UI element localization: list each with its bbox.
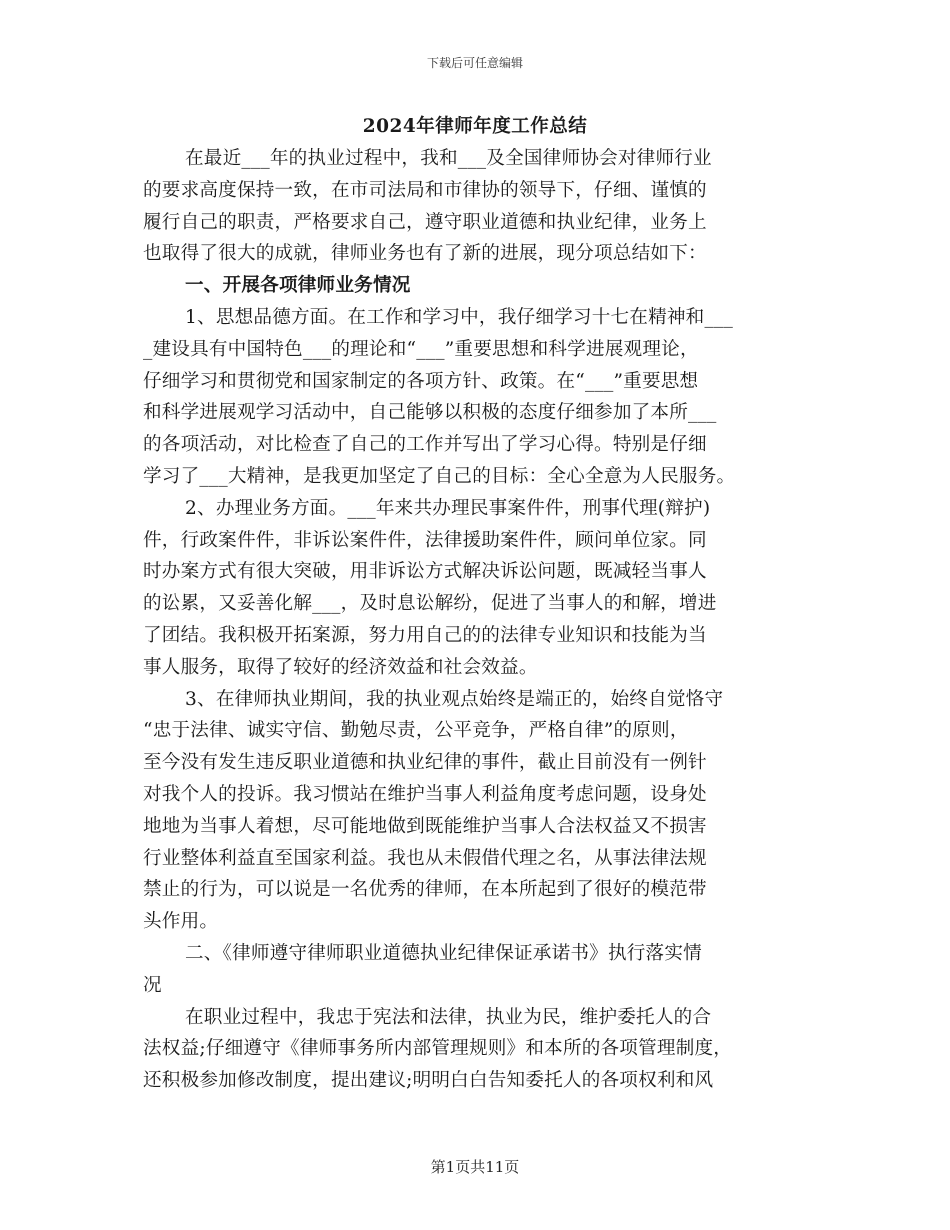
- text-line: 头作用。: [143, 911, 219, 933]
- text-line: 法权益;仔细遵守《律师事务所内部管理规则》和本所的各项管理制度，: [143, 1038, 733, 1060]
- text-line: 的讼累，又妥善化解___，及时息讼解纷，促进了当事人的和解，增进: [143, 593, 717, 615]
- text-line: 2、办理业务方面。___年来共办理民事案件件，刑事代理(辩护): [185, 497, 711, 519]
- text-line: 学习了___大精神，是我更加坚定了自己的目标：全心全意为人民服务。: [143, 465, 736, 487]
- document-title: 2024年律师年度工作总结: [362, 116, 588, 137]
- text-line: 和科学进展观学习活动中，自己能够以积极的态度仔细参加了本所___: [143, 402, 717, 424]
- section-heading: 一、开展各项律师业务情况: [185, 275, 411, 297]
- text-line: 禁止的行为，可以说是一名优秀的律师，在本所起到了很好的模范带: [143, 879, 707, 901]
- text-line: “忠于法律、诚实守信、勤勉尽责，公平竞争，严格自律”的原则，: [143, 720, 689, 742]
- page-number-footer: 第1页共11页: [430, 1158, 520, 1176]
- text-line: 仔细学习和贯彻党和国家制定的各项方针、政策。在“___”重要思想: [143, 370, 699, 392]
- text-line: 在最近___年的执业过程中，我和___及全国律师协会对律师行业: [185, 148, 712, 169]
- text-line: 的要求高度保持一致，在市司法局和市律协的领导下，仔细、谨慎的: [143, 179, 707, 201]
- text-line: 事人服务，取得了较好的经济效益和社会效益。: [143, 656, 538, 678]
- text-line: 件，行政案件件，非诉讼案件件，法律援助案件件，顾问单位家。同: [143, 529, 707, 551]
- text-line: 时办案方式有很大突破，用非诉讼方式解决诉讼问题，既减轻当事人: [143, 561, 707, 583]
- text-line: 至今没有发生违反职业道德和执业纪律的事件，截止目前没有一例针: [143, 752, 707, 774]
- text-line: 行业整体利益直至国家利益。我也从未假借代理之名，从事法律法规: [143, 847, 707, 869]
- text-line: 3、在律师执业期间，我的执业观点始终是端正的，始终自觉恪守: [185, 688, 724, 710]
- text-line: 履行自己的职责，严格要求自己，遵守职业道德和执业纪律，业务上: [143, 211, 707, 233]
- text-line: 二、《律师遵守律师职业道德执业纪律保证承诺书》执行落实情: [185, 942, 702, 964]
- text-line: 也取得了很大的成就，律师业务也有了新的进展，现分项总结如下：: [143, 243, 707, 265]
- document-body: [143, 143, 815, 1097]
- text-line: 况: [143, 974, 162, 996]
- header-note: 下载后可任意编辑: [426, 56, 523, 70]
- text-line: 的各项活动，对比检查了自己的工作并写出了学习心得。特别是仔细: [143, 434, 707, 456]
- text-line: 还积极参加修改制度，提出建议;明明白白告知委托人的各项权利和风: [143, 1070, 714, 1092]
- text-line: 地地为当事人着想，尽可能地做到既能维护当事人合法权益又不损害: [143, 815, 707, 837]
- text-line: 1、思想品德方面。在工作和学习中，我仔细学习十七在精神和___: [185, 306, 733, 328]
- text-line: 在职业过程中，我忠于宪法和法律，执业为民，维护委托人的合: [185, 1006, 712, 1028]
- text-line: 了团结。我积极开拓案源，努力用自己的的法律专业知识和技能为当: [143, 624, 707, 646]
- text-line: 对我个人的投诉。我习惯站在维护当事人利益角度考虑问题，设身处: [143, 783, 707, 805]
- text-line: _建设具有中国特色___的理论和“___”重要思想和科学进展观理论，: [143, 338, 699, 360]
